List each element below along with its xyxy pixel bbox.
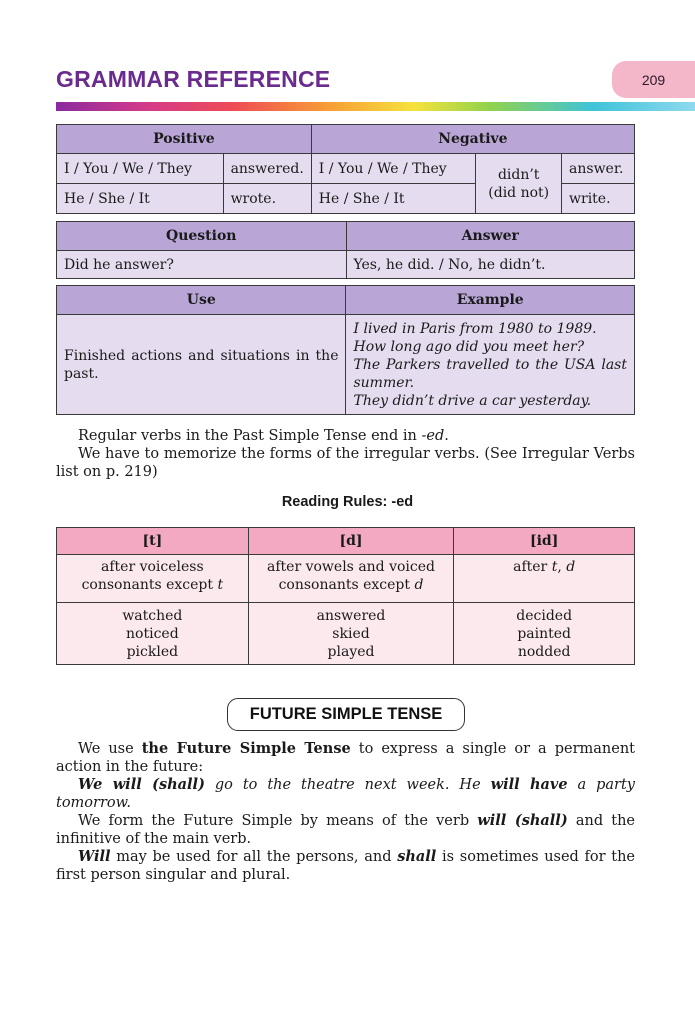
regular-verbs-paragraph bbox=[56, 427, 635, 481]
regular-verbs-line bbox=[56, 427, 635, 445]
bold-term: the Future Simple Tense bbox=[141, 740, 351, 757]
text: to express a single or a permanent action in the future: bbox=[56, 741, 635, 775]
rainbow-divider bbox=[56, 102, 695, 111]
text: Regular verbs in the Past Simple Tense end in bbox=[78, 428, 422, 444]
text: . bbox=[444, 428, 449, 444]
bold-term: will (shall) bbox=[477, 812, 568, 829]
neg-auxiliary bbox=[476, 154, 562, 214]
header-question: Question bbox=[57, 222, 347, 251]
rule-id bbox=[454, 555, 635, 603]
bold-term: will have bbox=[490, 776, 568, 793]
future-simple-heading: FUTURE SIMPLE TENSE bbox=[227, 698, 465, 731]
example-word: pickled bbox=[126, 644, 179, 660]
bold-term: Will bbox=[78, 848, 111, 865]
text: is sometimes used for the first person singular and plural. bbox=[56, 849, 635, 883]
aux-line-2: (did not) bbox=[488, 184, 550, 201]
future-simple-text bbox=[56, 740, 635, 884]
letter: t bbox=[551, 559, 558, 575]
ed-suffix: -ed bbox=[421, 428, 445, 444]
text: , bbox=[557, 559, 567, 575]
example-word: noticed bbox=[126, 626, 179, 642]
letter: d bbox=[414, 577, 424, 593]
text: and the infinitive of the main verb. bbox=[56, 813, 635, 847]
question-answer-table bbox=[56, 221, 635, 279]
pos-subject-2: He / She / It bbox=[57, 184, 224, 214]
header-positive: Positive bbox=[57, 125, 312, 154]
rule-t bbox=[57, 555, 249, 603]
example-word: decided bbox=[516, 608, 573, 624]
example-line: How long ago did you meet her? bbox=[353, 338, 585, 355]
header-use: Use bbox=[57, 286, 346, 315]
example-word: nodded bbox=[517, 644, 571, 660]
positive-negative-table bbox=[56, 124, 635, 214]
neg-verb-2: write. bbox=[562, 184, 635, 214]
header-answer: Answer bbox=[346, 222, 635, 251]
text: We form the Future Simple by means of the verb bbox=[78, 813, 478, 829]
examples-id bbox=[454, 603, 635, 665]
text: a party tomorrow. bbox=[56, 777, 635, 811]
rule-d bbox=[248, 555, 454, 603]
letter: d bbox=[566, 559, 576, 575]
text: We use bbox=[78, 741, 142, 757]
page-title: GRAMMAR REFERENCE bbox=[56, 66, 331, 92]
example-line: I lived in Paris from 1980 to 1989. bbox=[353, 320, 597, 337]
use-cell: Finished actions and situations in the past. bbox=[57, 315, 346, 415]
example-word: painted bbox=[517, 626, 571, 642]
letter: t bbox=[217, 577, 224, 593]
bold-term: We will (shall) bbox=[78, 776, 205, 793]
question-cell: Did he answer? bbox=[57, 251, 347, 279]
pos-verb-2: wrote. bbox=[223, 184, 311, 214]
example-line: They didn’t drive a car yesterday. bbox=[353, 392, 592, 409]
text: after bbox=[513, 559, 552, 575]
pos-subject-1: I / You / We / They bbox=[57, 154, 224, 184]
example-word: watched bbox=[122, 608, 183, 624]
text: may be used for all the persons, and bbox=[110, 849, 398, 865]
text: after voiceless consonants except bbox=[81, 559, 218, 593]
header-id: [id] bbox=[454, 528, 635, 555]
examples-d bbox=[248, 603, 454, 665]
neg-subject-1: I / You / We / They bbox=[311, 154, 476, 184]
reading-rules-table bbox=[56, 527, 635, 665]
header-example: Example bbox=[346, 286, 635, 315]
examples-t bbox=[57, 603, 249, 665]
example-word: answered bbox=[316, 608, 386, 624]
irregular-verbs-line: We have to memorize the forms of the irregular verbs. (See Irregular Verbs list on p. 219) bbox=[56, 446, 635, 480]
use-example-table bbox=[56, 285, 635, 415]
example-cell bbox=[346, 315, 635, 415]
example-word: played bbox=[327, 644, 375, 660]
bold-term: shall bbox=[397, 848, 437, 865]
future-p2 bbox=[56, 812, 635, 848]
page-number: 209 bbox=[612, 61, 695, 98]
header-negative: Negative bbox=[311, 125, 634, 154]
header-t: [t] bbox=[57, 528, 249, 555]
future-p1 bbox=[56, 740, 635, 776]
future-p3 bbox=[56, 848, 635, 884]
answer-cell: Yes, he did. / No, he didn’t. bbox=[346, 251, 635, 279]
pos-verb-1: answered. bbox=[223, 154, 311, 184]
neg-verb-1: answer. bbox=[562, 154, 635, 184]
text: after vowels and voiced consonants except bbox=[267, 559, 435, 593]
example-word: skied bbox=[332, 626, 370, 642]
future-example bbox=[56, 776, 635, 812]
reading-rules-title: Reading Rules: -ed bbox=[281, 494, 414, 510]
aux-line-1: didn’t bbox=[497, 166, 540, 183]
neg-subject-2: He / She / It bbox=[311, 184, 476, 214]
header-d: [d] bbox=[248, 528, 454, 555]
text: go to the theatre next week. He bbox=[204, 777, 491, 793]
example-line: The Parkers travelled to the USA last summer. bbox=[353, 356, 627, 391]
